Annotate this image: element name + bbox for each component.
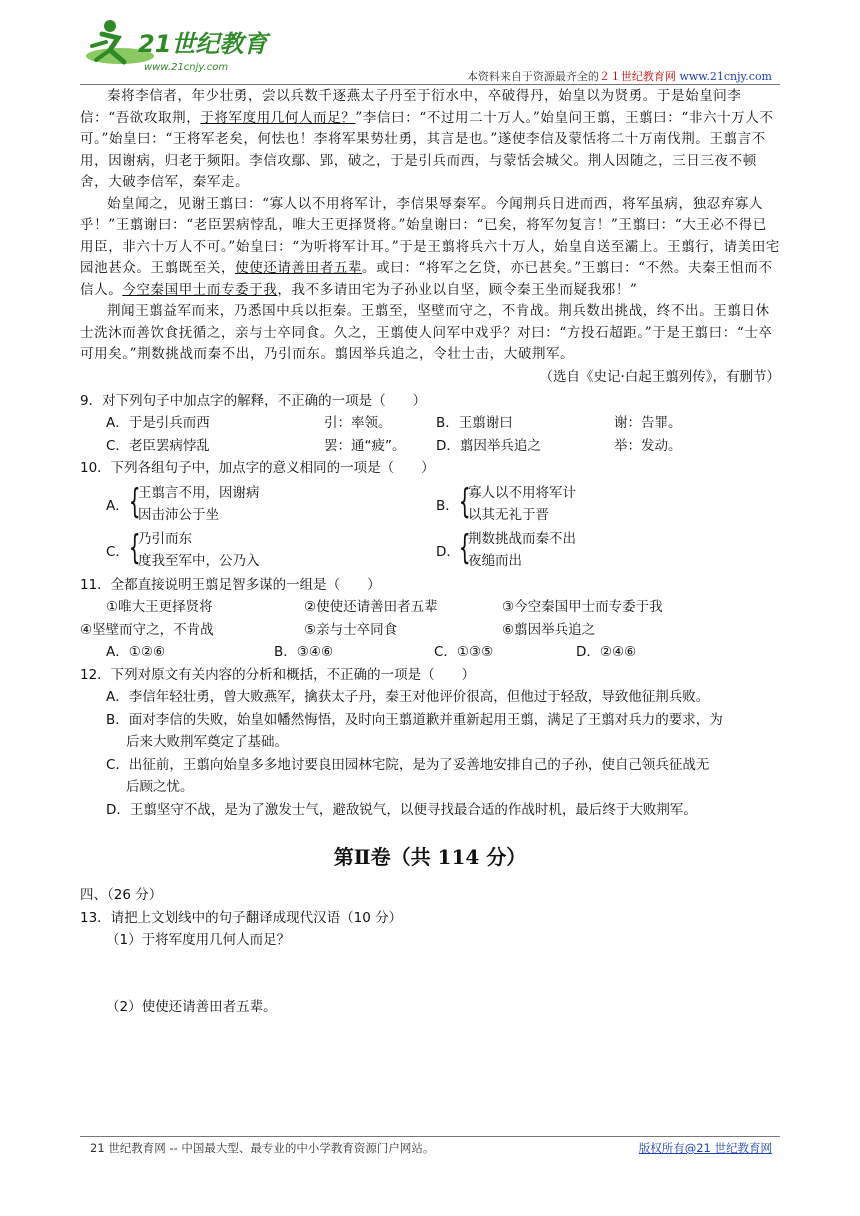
header-note-brand[interactable]: ２１世纪教育网 xyxy=(598,70,676,83)
passage-text: 秦将李信者，年少壮勇，尝以兵数千逐燕太子丹至于衍水中，卒破得丹，始皇以为贤勇。于是始皇问李信：“吾欲攻取荆， xyxy=(80,88,742,126)
q10-stem: 10．下列各组句子中，加点字的意义相同的一项是（ ） xyxy=(80,460,435,476)
brace-icon: { xyxy=(128,481,141,522)
option-letter: D． xyxy=(436,543,460,560)
option-letter: C． xyxy=(106,437,129,454)
page-content xyxy=(80,86,780,1018)
header-note xyxy=(467,68,772,84)
underlined-sentence-3: 今空秦国甲士而专委于我 xyxy=(122,281,278,298)
site-logo xyxy=(80,16,280,76)
logo-url: www.21cnjy.com xyxy=(144,62,229,73)
q13-stem: 13．请把上文划线中的句子翻译成现代汉语（10 分） xyxy=(80,909,403,926)
footer-copyright-link[interactable]: 版权所有@21 世纪教育网 xyxy=(638,1141,772,1155)
q13-item-1: （1）于将军度用几何人而足？ xyxy=(106,932,291,948)
header-note-prefix: 本资料来自于资源最齐全的 xyxy=(466,70,599,83)
passage-text: 。或曰：“将军之乞贷，亦已甚矣。”王翦曰：“不然。夫秦王怚而不信人。 xyxy=(80,260,773,298)
q12-option-b-cont: 后来大败荆军奠定了基础。 xyxy=(126,734,288,750)
passage-paragraph-2 xyxy=(80,194,780,302)
footer-divider xyxy=(80,1136,780,1137)
q11-option-c: C．①③⑤ xyxy=(434,644,494,660)
section-title: 第Ⅱ卷（共 114 分） xyxy=(333,845,527,869)
q11-items-row-1 xyxy=(80,596,780,619)
q11-option-b: B．③④⑥ xyxy=(274,644,334,660)
q11-option-d: D．②④⑥ xyxy=(576,644,637,660)
q9-options-row-2 xyxy=(80,435,780,458)
brace-icon: { xyxy=(458,527,471,568)
option-letter: A． xyxy=(106,497,129,514)
passage-paragraph-3: 荆闻王翦益军而来，乃悉国中兵以拒秦。王翦至，坚壁而守之，不肯战。荆兵数出挑战，终不出。王翦日休士洗沐而善饮食抚循之，亲与士卒同食。久之，王翦使人问军中戏乎？对曰：“方投石超距。”于是王翦曰：“士卒可用矣。”荆数挑战而秦不出，乃引而东。翦因举兵追之，令壮士击，大破荆军。 xyxy=(80,303,773,362)
option-line: 寡人以不用将军计 xyxy=(468,484,576,501)
q13-item-2: （2）使使还请善田者五辈。 xyxy=(106,998,277,1015)
option-sentence: 老臣罢病悖乱 xyxy=(128,437,210,454)
q9-option-c-gloss xyxy=(324,435,436,458)
header-note-url[interactable]: www.21cnjy.com xyxy=(679,70,772,83)
option-sentence: 于是引兵而西 xyxy=(128,415,210,431)
option-line: 以其无礼于晋 xyxy=(468,506,549,523)
q10-option-a xyxy=(106,482,436,526)
passage-source: （选自《史记·白起王翦列传》，有删节） xyxy=(539,368,780,385)
q12-option-b: B．面对李信的失败，始皇如幡然悔悟，及时向王翦道歉并重新起用王翦，满足了王翦对兵力的要求，为 xyxy=(106,711,723,728)
q11-stem: 11．全都直接说明王翦足智多谋的一组是（ ） xyxy=(80,576,381,593)
option-line: 度我至军中，公乃入 xyxy=(138,552,260,569)
option-letter: A． xyxy=(106,415,129,431)
option-line: 王翦言不用，因谢病 xyxy=(138,484,260,501)
option-sentence: 王翦谢曰 xyxy=(458,415,513,431)
q11-item: ①唯大王更择贤将 xyxy=(106,599,213,615)
q9-option-b xyxy=(436,412,614,435)
option-gloss: 罢：通“疲”。 xyxy=(324,437,406,454)
passage-text: ”李信曰：“不过用二十万人。”始皇问王翦，王翦曰：“非六十万人不可。”始皇曰：“王将军老矣，何怯也！李将军果势壮勇，其言是也。”遂使李信及蒙恬将二十万南伐荆。王翦言不用，因谢病，归老于频阳。李信攻鄢、郢，破之，于是引兵而西，与蒙恬会城父。荆人因随之，三日三夜不顿舍，大破李信军，秦军走。 xyxy=(80,109,774,190)
option-line: 因击沛公于坐 xyxy=(138,506,219,523)
passage-text: ，我不多请田宅为子孙业以自坚，顾令秦王坐而疑我邪！” xyxy=(277,281,638,298)
q11-options xyxy=(80,641,780,664)
option-gloss: 举：发动。 xyxy=(614,437,682,454)
q9-option-a-gloss xyxy=(324,412,436,435)
page-header xyxy=(80,16,780,84)
q11-item: ⑥翦因举兵追之 xyxy=(502,621,596,638)
q11-items-row-2 xyxy=(80,619,780,642)
option-letter: B． xyxy=(436,497,459,514)
q10-option-c xyxy=(106,528,436,572)
underlined-sentence-1: 于将军度用几何人而足？ xyxy=(200,109,356,126)
option-gloss: 谢：告罪。 xyxy=(614,415,682,431)
q9-option-d xyxy=(436,435,614,458)
header-divider xyxy=(80,84,780,85)
q9-option-b-gloss xyxy=(614,412,726,435)
option-sentence: 翦因举兵追之 xyxy=(459,437,541,454)
q11-item: ③今空秦国甲士而专委于我 xyxy=(502,599,663,615)
option-line: 荆数挑战而秦不出 xyxy=(468,530,576,547)
part-four-heading: 四、（26 分） xyxy=(80,887,163,903)
q9-options-row-1 xyxy=(80,412,780,435)
logo-text: 21世纪教育 xyxy=(138,30,268,58)
underlined-sentence-2: 使使还请善田者五辈 xyxy=(235,260,363,276)
q9-option-c xyxy=(106,435,324,458)
q11-item: ④坚壁而守之，不肯战 xyxy=(80,621,214,638)
q10-option-d xyxy=(436,528,766,572)
option-line: 乃引而东 xyxy=(138,530,192,547)
option-gloss: 引：率领。 xyxy=(324,415,392,431)
answer-space[interactable] xyxy=(80,952,780,996)
q11-option-a: A．①②⑥ xyxy=(106,644,166,660)
q12-option-d: D．王翦坚守不战，是为了激发士气，避敌锐气，以便寻找最合适的作战时机，最后终于大败荆军。 xyxy=(106,801,697,818)
q12-option-c: C．出征前，王翦向始皇多多地讨要良田园林宅院，是为了妥善地安排自己的子孙，使自己领兵征战无 xyxy=(106,756,710,773)
q12-option-a: A．李信年轻壮勇，曾大败燕军，擒获太子丹，秦王对他评价很高，但他过于轻敌，导致他征荆兵败。 xyxy=(106,689,710,705)
q9-option-d-gloss xyxy=(614,435,726,458)
q12-option-c-cont: 后顾之忧。 xyxy=(126,779,194,795)
q9-option-a xyxy=(106,412,324,435)
footer-left-text: 21 世纪教育网 -- 中国最大型、最专业的中小学教育资源门户网站。 xyxy=(90,1141,435,1155)
brace-icon: { xyxy=(458,481,471,522)
option-letter: B． xyxy=(436,415,459,431)
option-letter: D． xyxy=(436,437,460,454)
passage-paragraph-1 xyxy=(80,86,780,194)
option-letter: C． xyxy=(106,543,129,560)
q12-stem: 12．下列对原文有关内容的分析和概括，不正确的一项是（ ） xyxy=(80,666,476,683)
q11-item: ②使使还请善田者五辈 xyxy=(304,599,438,615)
q9-stem: 9．对下列句子中加点字的解释，不正确的一项是（ ） xyxy=(80,392,427,409)
q10-option-b xyxy=(436,482,766,526)
q11-item: ⑤亲与士卒同食 xyxy=(304,621,398,638)
brace-icon: { xyxy=(128,527,141,568)
passage-text: 始皇闻之，见谢王翦曰：“寡人以不用将军计，李信果辱秦军。今闻荆兵日进而西，将军虽病，独忍弃寡人乎！”王翦谢曰：“老臣罢病悖乱，唯大王更择贤将。”始皇谢曰：“已矣，将军勿复言！”王翦曰：“大王必不得已用臣，非六十万人不可。”始皇曰：“为听将军计耳。”于是王翦将兵六十万人，始皇自送至灞上。王翦行，请美田宅园池甚众。王翦既至关， xyxy=(80,195,780,276)
q10-options-row-1 xyxy=(80,482,780,526)
option-line: 夜缒而出 xyxy=(468,552,522,569)
q10-options-row-2 xyxy=(80,528,780,572)
